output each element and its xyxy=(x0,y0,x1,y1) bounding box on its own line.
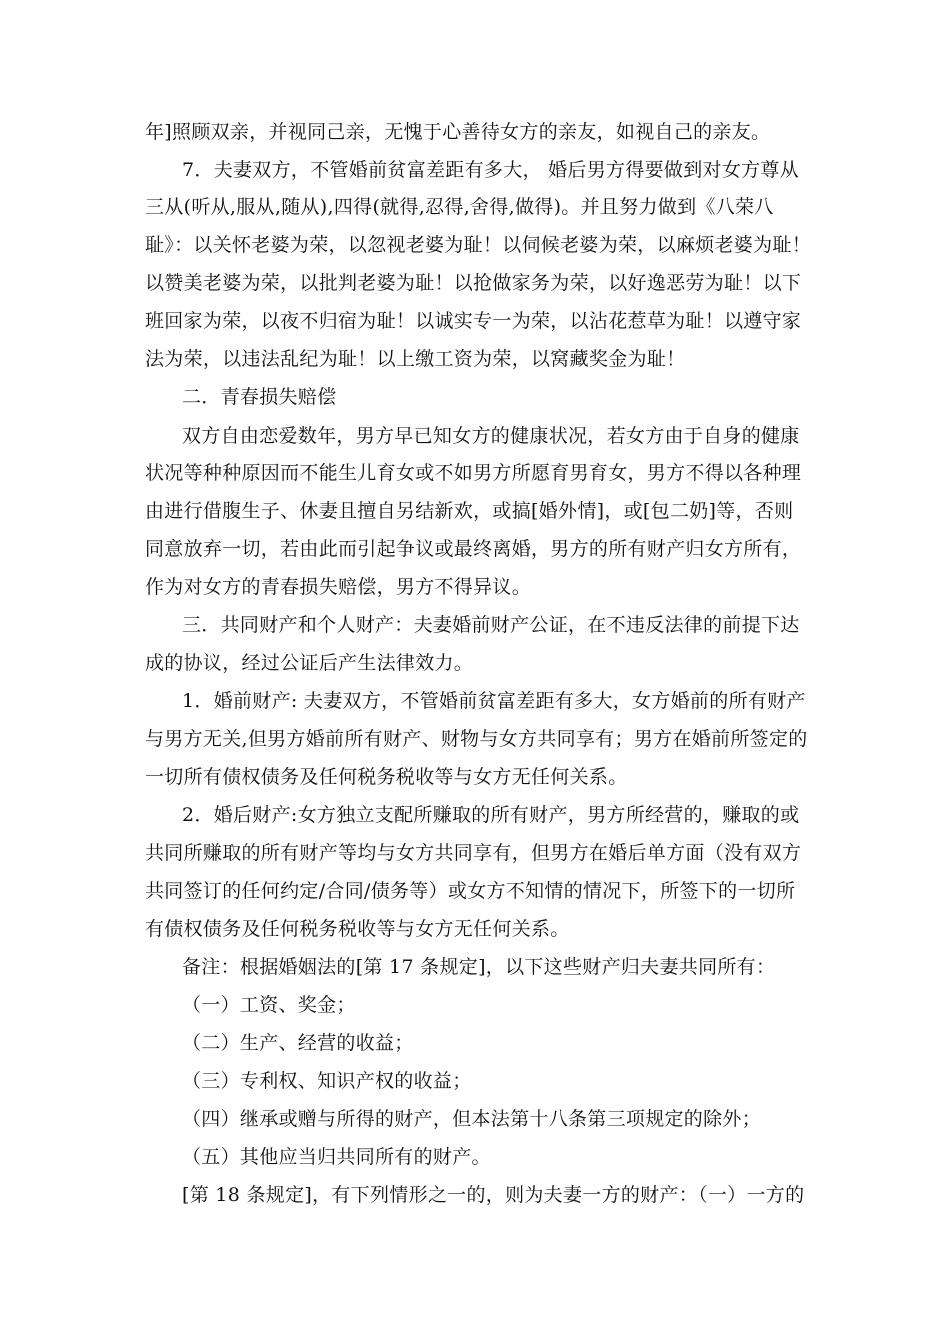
text-line: 以赞美老婆为荣，以批判老婆为耻！以抢做家务为荣，以好逸恶劳为耻！以下 xyxy=(145,272,802,294)
list-item: （五）其他应当归共同所有的财产。 xyxy=(182,1146,491,1168)
text-line: 双方自由恋爱数年，男方早已知女方的健康状况，若女方由于自身的健康 xyxy=(182,425,800,447)
list-item: （一）工资、奖金； xyxy=(182,994,356,1016)
text-line: 作为对女方的青春损失赔偿，男方不得异议。 xyxy=(145,576,532,598)
note-line: 备注：根据婚姻法的[第 17 条规定]，以下这些财产归夫妻共同所有： xyxy=(182,956,776,978)
list-item: （三）专利权、知识产权的收益； xyxy=(182,1070,472,1092)
text-line: 状况等种种原因而不能生儿育女或不如男方所愿育男育女，男方不得以各种理 xyxy=(145,462,802,484)
section-heading: 二．青春损失赔偿 xyxy=(182,386,337,408)
text-line: 耻》：以关怀老婆为荣，以忽视老婆为耻！以伺候老婆为荣，以麻烦老婆为耻！ xyxy=(145,234,812,256)
text-line: 2．婚后财产:女方独立支配所赚取的所有财产，男方所经营的，赚取的或 xyxy=(182,804,800,826)
text-line: 1．婚前财产: 夫妻双方，不管婚前贫富差距有多大，女方婚前的所有财产 xyxy=(182,690,806,712)
text-line: 三从(听从,服从,随从),四得(就得,忍得,舍得,做得)。并且努力做到《八荣八 xyxy=(145,196,774,218)
section-heading: 三．共同财产和个人财产：夫妻婚前财产公证，在不违反法律的前提下达 xyxy=(182,614,800,636)
text-line: 年]照顾双亲，并视同己亲，无愧于心善待女方的亲友，如视自己的亲友。 xyxy=(145,121,771,143)
text-line: 7．夫妻双方，不管婚前贫富差距有多大， 婚后男方得要做到对女方尊从 xyxy=(182,159,800,181)
text-line: 班回家为荣，以夜不归宿为耻！以诚实专一为荣，以沾花惹草为耻！以遵守家 xyxy=(145,310,802,332)
text-line: [第 18 条规定]，有下列情形之一的，则为夫妻一方的财产：（一）一方的 xyxy=(182,1184,805,1206)
text-line: 由进行借腹生子、休妻且擅自另结新欢，或搞[婚外情]，或[包二奶]等，否则 xyxy=(145,500,794,522)
list-item: （二）生产、经营的收益； xyxy=(182,1032,414,1054)
text-line: 有债权债务及任何税务税收等与女方无任何关系。 xyxy=(145,918,570,940)
text-line: 同意放弃一切，若由此而引起争议或最终离婚，男方的所有财产归女方所有， xyxy=(145,538,802,560)
text-line: 法为荣，以违法乱纪为耻！以上缴工资为荣，以窝藏奖金为耻！ xyxy=(145,348,686,370)
text-line: 共同签订的任何约定/合同/债务等）或女方不知情的情况下，所签下的一切所 xyxy=(145,880,796,902)
text-line: 成的协议，经过公证后产生法律效力。 xyxy=(145,652,474,674)
text-line: 与男方无关,但男方婚前所有财产、财物与女方共同享有；男方在婚前所签定的 xyxy=(145,728,808,750)
list-item: （四）继承或赠与所得的财产，但本法第十八条第三项规定的除外； xyxy=(182,1108,762,1130)
text-line: 共同所赚取的所有财产等均与女方共同享有，但男方在婚后单方面（没有双方 xyxy=(145,842,802,864)
text-line: 一切所有债权债务及任何税务税收等与女方无任何关系。 xyxy=(145,766,628,788)
